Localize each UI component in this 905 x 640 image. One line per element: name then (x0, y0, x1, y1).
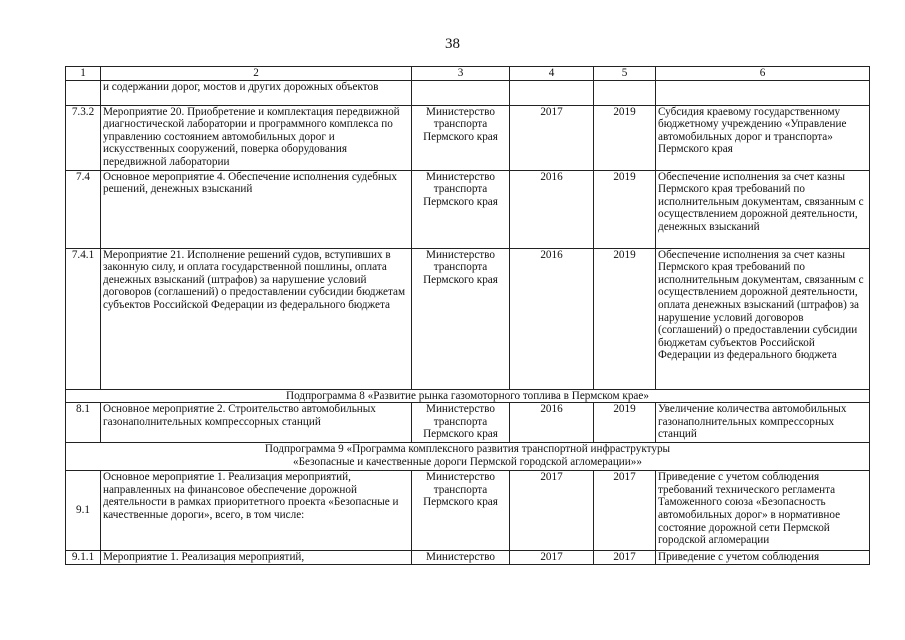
subprogram-9-row (66, 443, 870, 471)
expected-result: Приведение с учетом соблюдения требований технического регламента Таможенного союза «Безопасность автомобильных дорог» в нормативное состояние дорожной сети Пермской городской агломерации (656, 471, 870, 551)
subprogram-9-title-line1: Подпрограмма 9 «Программа комплексного развития транспортной инфраструктуры (264, 443, 671, 456)
executor: Министерство транспорта Пермского края (412, 471, 510, 551)
activities-table (65, 66, 870, 565)
table-row (66, 170, 870, 248)
end-year: 2019 (594, 248, 656, 389)
table-row (66, 105, 870, 170)
row-number: 9.1 (66, 471, 101, 551)
activity-name: Мероприятие 21. Исполнение решений судов, вступивших в законную силу, и оплата государственной пошлины, оплата денежных взысканий (штрафов) за нарушение условий договоров (соглашений) о предоставлении субсидии бюджетам субъектов Российской Федерации из федерального бюджета (101, 248, 412, 389)
table-header-row (66, 67, 870, 81)
start-year: 2017 (510, 105, 594, 170)
start-year: 2017 (510, 551, 594, 565)
start-year: 2016 (510, 248, 594, 389)
header-cell: 3 (412, 67, 510, 81)
subprogram-8-row (66, 389, 870, 403)
end-year: 2019 (594, 105, 656, 170)
page-number: 38 (445, 36, 460, 52)
start-year: 2017 (510, 471, 594, 551)
end-year: 2019 (594, 170, 656, 248)
row-number: 7.3.2 (66, 105, 101, 170)
row-number: 7.4 (66, 170, 101, 248)
header-cell: 2 (101, 67, 412, 81)
end-year: 2017 (594, 551, 656, 565)
row-number: 7.4.1 (66, 248, 101, 389)
table-row (66, 248, 870, 389)
expected-result (656, 80, 870, 105)
activity-name: Основное мероприятие 4. Обеспечение исполнения судебных решений, денежных взысканий (101, 170, 412, 248)
activity-name: Основное мероприятие 1. Реализация мероприятий, направленных на финансовое обеспечение дорожной деятельности в рамках приоритетного проекта «Безопасные и качественные дороги», всего, в том числе: (101, 471, 412, 551)
executor: Министерство транспорта Пермского края (412, 403, 510, 443)
header-cell: 5 (594, 67, 656, 81)
expected-result: Субсидия краевому государственному бюджетному учреждению «Управление автомобильных дорог и транспорта» Пермского края (656, 105, 870, 170)
expected-result: Увеличение количества автомобильных газонаполнительных компрессорных станций (656, 403, 870, 443)
expected-result: Приведение с учетом соблюдения (656, 551, 870, 565)
expected-result: Обеспечение исполнения за счет казны Пермского края требований по исполнительным документам, связанным с осуществлением дорожной деятельности, оплата денежных взысканий (штрафов) за нарушение условий договоров (соглашений) о предоставлении субсидии бюджетам субъектов Российской Федерации из федерального бюджета (656, 248, 870, 389)
executor (412, 80, 510, 105)
start-year: 2016 (510, 170, 594, 248)
table-row (66, 551, 870, 565)
activity-name: и содержании дорог, мостов и других дорожных объектов (101, 80, 412, 105)
start-year (510, 80, 594, 105)
table-row (66, 471, 870, 551)
executor: Министерство транспорта Пермского края (412, 248, 510, 389)
activity-name: Мероприятие 20. Приобретение и комплектация передвижной диагностической лаборатории и программного комплекса по управлению состоянием автомобильных дорог и искусственных сооружений, поверка оборудования передвижной лаборатории (101, 105, 412, 170)
end-year (594, 80, 656, 105)
executor: Министерство транспорта Пермского края (412, 170, 510, 248)
table-row (66, 80, 870, 105)
row-number: 8.1 (66, 403, 101, 443)
end-year: 2019 (594, 403, 656, 443)
activity-name: Мероприятие 1. Реализация мероприятий, (101, 551, 412, 565)
activity-name: Основное мероприятие 2. Строительство автомобильных газонаполнительных компрессорных станций (101, 403, 412, 443)
table-row (66, 403, 870, 443)
row-number (66, 80, 101, 105)
start-year: 2016 (510, 403, 594, 443)
executor: Министерство транспорта Пермского края (412, 105, 510, 170)
end-year: 2017 (594, 471, 656, 551)
row-number: 9.1.1 (66, 551, 101, 565)
expected-result: Обеспечение исполнения за счет казны Пермского края требований по исполнительным документам, связанным с осуществлением дорожной деятельности, денежных взысканий (656, 170, 870, 248)
subprogram-9-title (66, 443, 870, 471)
subprogram-9-title-line2: «Безопасные и качественные дороги Пермской городской агломерации»» (293, 455, 642, 468)
header-cell: 1 (66, 67, 101, 81)
header-cell: 4 (510, 67, 594, 81)
executor: Министерство (412, 551, 510, 565)
subprogram-8-title: Подпрограмма 8 «Развитие рынка газомоторного топлива в Пермском крае» (66, 389, 870, 403)
header-cell: 6 (656, 67, 870, 81)
